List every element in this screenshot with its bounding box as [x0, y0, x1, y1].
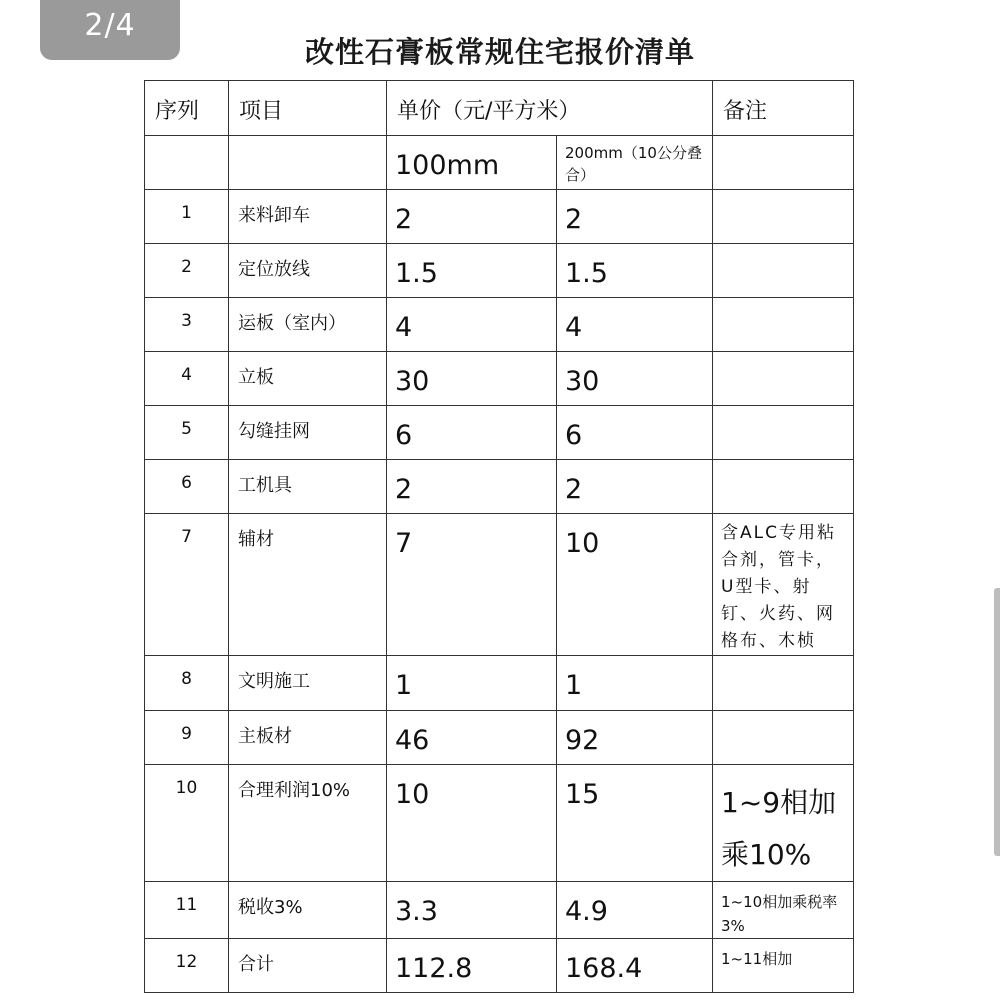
- subheader-note-empty: [713, 136, 854, 190]
- row-item: 勾缝挂网: [229, 406, 387, 460]
- subheader-100mm: 100mm: [387, 136, 557, 190]
- row-note: 1~10相加乘税率3%: [713, 882, 854, 939]
- header-seq: 序列: [145, 81, 229, 136]
- row-price-200mm: 15: [557, 765, 713, 882]
- row-note: [713, 460, 854, 514]
- row-note: 1~9相加乘10%: [713, 765, 854, 882]
- row-note: 含ALC专用粘合剂，管卡，U型卡、射钉、火药、网格布、木桢: [713, 514, 854, 656]
- row-price-100mm: 2: [387, 460, 557, 514]
- table-row: [145, 514, 854, 656]
- table-row: [145, 352, 854, 406]
- page-indicator: 2/4: [40, 0, 180, 60]
- table-row: [145, 298, 854, 352]
- row-price-100mm: 4: [387, 298, 557, 352]
- row-price-100mm: 46: [387, 711, 557, 765]
- table-row: [145, 460, 854, 514]
- row-item: 税收3%: [229, 882, 387, 939]
- row-note: [713, 406, 854, 460]
- row-price-100mm: 3.3: [387, 882, 557, 939]
- row-seq: 9: [145, 711, 229, 765]
- row-seq: 11: [145, 882, 229, 939]
- row-price-200mm: 1: [557, 656, 713, 711]
- row-price-200mm: 92: [557, 711, 713, 765]
- subheader-row: [145, 136, 854, 190]
- row-price-200mm: 168.4: [557, 939, 713, 993]
- row-note: [713, 352, 854, 406]
- header-note: 备注: [713, 81, 854, 136]
- row-item: 来料卸车: [229, 190, 387, 244]
- row-seq: 3: [145, 298, 229, 352]
- row-price-100mm: 30: [387, 352, 557, 406]
- side-scroll-handle[interactable]: [994, 588, 1000, 856]
- row-item: 主板材: [229, 711, 387, 765]
- row-note: [713, 656, 854, 711]
- row-price-100mm: 112.8: [387, 939, 557, 993]
- row-price-100mm: 2: [387, 190, 557, 244]
- header-item: 项目: [229, 81, 387, 136]
- row-note: [713, 711, 854, 765]
- table-row: [145, 656, 854, 711]
- row-item: 合计: [229, 939, 387, 993]
- row-note: 1~11相加: [713, 939, 854, 993]
- table-row: [145, 406, 854, 460]
- subheader-seq-empty: [145, 136, 229, 190]
- row-price-200mm: 6: [557, 406, 713, 460]
- row-price-200mm: 2: [557, 190, 713, 244]
- row-item: 定位放线: [229, 244, 387, 298]
- row-price-200mm: 4.9: [557, 882, 713, 939]
- row-price-100mm: 6: [387, 406, 557, 460]
- row-seq: 10: [145, 765, 229, 882]
- row-price-100mm: 10: [387, 765, 557, 882]
- document-title: 改性石膏板常规住宅报价清单: [304, 35, 695, 69]
- table-row: [145, 190, 854, 244]
- row-seq: 5: [145, 406, 229, 460]
- row-price-200mm: 4: [557, 298, 713, 352]
- row-item: 工机具: [229, 460, 387, 514]
- row-price-200mm: 2: [557, 460, 713, 514]
- quote-table: [144, 80, 854, 993]
- row-price-200mm: 30: [557, 352, 713, 406]
- table-row: [145, 765, 854, 882]
- table-row: [145, 711, 854, 765]
- row-item: 辅材: [229, 514, 387, 656]
- row-note: [713, 298, 854, 352]
- table-row: [145, 939, 854, 993]
- row-price-100mm: 1.5: [387, 244, 557, 298]
- row-item: 运板（室内）: [229, 298, 387, 352]
- row-item: 立板: [229, 352, 387, 406]
- row-price-200mm: 1.5: [557, 244, 713, 298]
- table-row: [145, 244, 854, 298]
- row-price-100mm: 7: [387, 514, 557, 656]
- row-note: [713, 244, 854, 298]
- row-seq: 7: [145, 514, 229, 656]
- row-price-100mm: 1: [387, 656, 557, 711]
- row-seq: 6: [145, 460, 229, 514]
- row-seq: 8: [145, 656, 229, 711]
- row-item: 合理利润10%: [229, 765, 387, 882]
- row-seq: 4: [145, 352, 229, 406]
- table-row: [145, 882, 854, 939]
- row-note: [713, 190, 854, 244]
- subheader-item-empty: [229, 136, 387, 190]
- subheader-200mm: 200mm（10公分叠合）: [557, 136, 713, 190]
- header-price: 单价（元/平方米）: [387, 81, 713, 136]
- row-price-200mm: 10: [557, 514, 713, 656]
- row-seq: 1: [145, 190, 229, 244]
- row-item: 文明施工: [229, 656, 387, 711]
- row-seq: 2: [145, 244, 229, 298]
- header-row: [145, 81, 854, 136]
- row-seq: 12: [145, 939, 229, 993]
